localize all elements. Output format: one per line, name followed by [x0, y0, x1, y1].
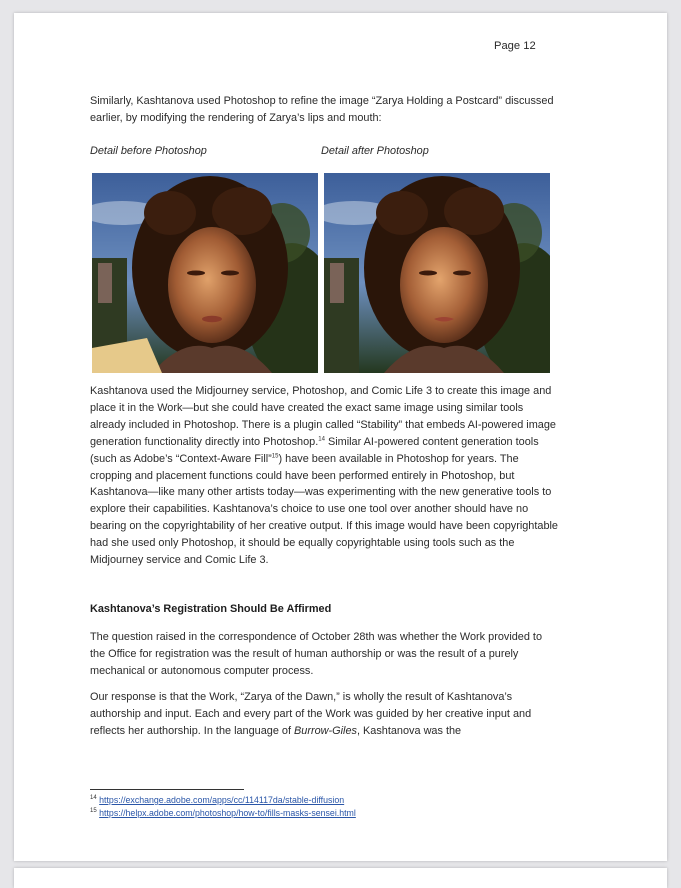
footnote-ref-14: 14 — [318, 436, 325, 443]
footnote-14: $^{14}$ https://exchange.adobe.com/apps/cc/114117da/stable-diffusion — [90, 795, 345, 805]
paragraph-response: Our response is that the Work, “Zarya of the Dawn,” is wholly the result of Kashtanova’s authorship and input. Each and every part of the Work was guided by her creative input and reflects her authorship. In the language of Burrow-Giles, Kashtanova was the — [90, 691, 532, 737]
image-before-photoshop — [92, 173, 318, 373]
footnote-ref-15: 15 — [271, 453, 279, 459]
caption-after: Detail after Photoshop — [321, 145, 429, 157]
body-paragraph: Kashtanova used the Midjourney service, Photoshop, and Comic Life 3 to create this image and place it in the Work—but she could have created the exact same image using similar tools already included in Photoshop. There is a plugin called “Stability” that embeds AI-powered image generation functionality directly into Photoshop.$^{14}$ Similar AI-powered content generation tools (such as Adobe’s “Context-Aware Fill”$^{15}$) have been available in Photoshop for years. The cropping and placement functions could have been performed entirely in Photoshop, but Kashtanova—like many other artists today—was experimenting with the new generative tools to explore their capabilities. Kashtanova’s choice to use one tool over another should have no bearing on the copyrightability of her creative output. If this image would have been copyrightable had she used only Photoshop, it should be equally copyrightable using tools such as the Midjourney service and Comic Life 3. — [90, 385, 558, 567]
intro-paragraph: Similarly, Kashtanova used Photoshop to refine the image “Zarya Holding a Postcard” discussed earlier, by modifying the rendering of Zarya’s lips and mouth: — [90, 95, 554, 124]
page-number: Page 12 — [494, 40, 536, 52]
image-after-photoshop — [324, 173, 550, 373]
footnote-divider — [90, 789, 244, 790]
footnote-15: $^{15}$ https://helpx.adobe.com/photoshop/how-to/fills-masks-sensei.html — [90, 808, 356, 818]
document-page — [14, 13, 667, 861]
caption-before: Detail before Photoshop — [90, 145, 207, 157]
footnote-link-14[interactable]: https://exchange.adobe.com/apps/cc/114117da/stable-diffusion — [99, 795, 345, 805]
paragraph-question: The question raised in the correspondence of October 28th was whether the Work provided to the Office for registration was the result of human authorship or was the result of a purely mechanical or autonomous computer process. — [90, 631, 543, 677]
next-page-edge — [14, 868, 667, 888]
footnote-link-15[interactable]: https://helpx.adobe.com/photoshop/how-to/fills-masks-sensei.html — [99, 808, 356, 818]
section-heading: Kashtanova’s Registration Should Be Affirmed — [90, 603, 332, 615]
